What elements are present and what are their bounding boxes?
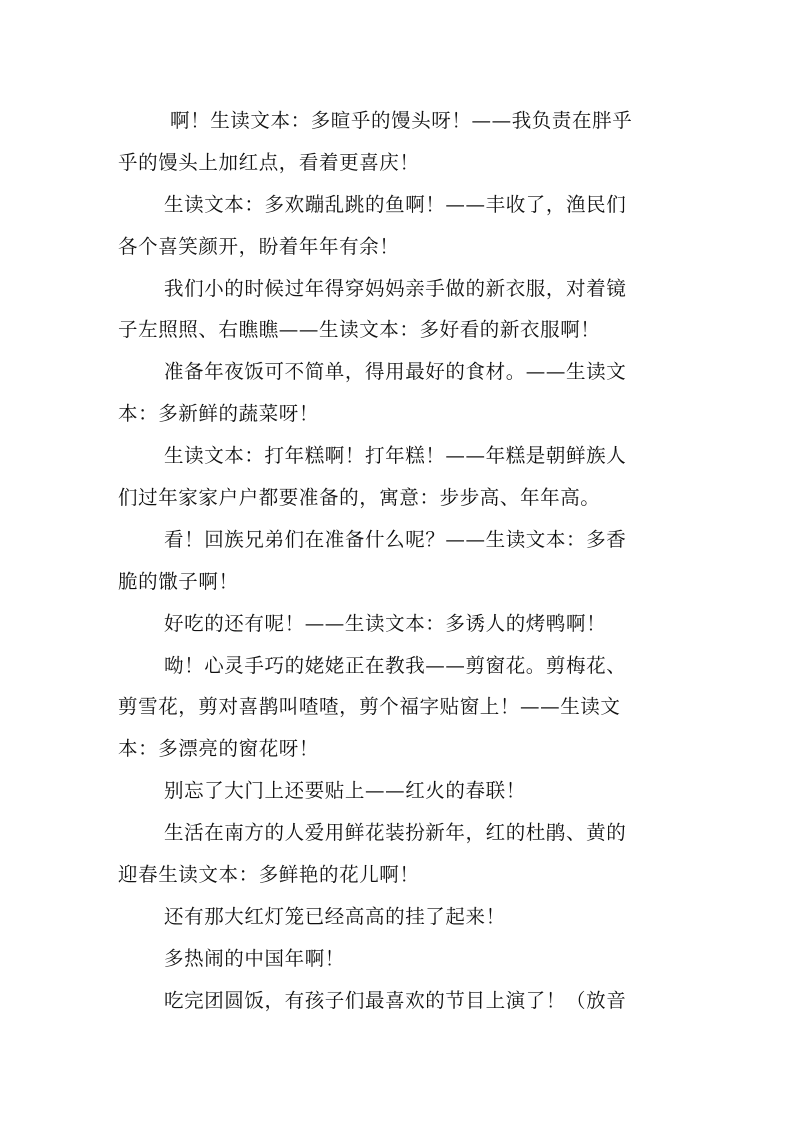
text-line: 好吃的还有呢！——生读文本：多诱人的烤鸭啊！ <box>164 611 607 635</box>
text-line: 啊！生读文本：多暄乎的馒头呀！——我负责在胖乎 <box>170 109 633 132</box>
text-line: 生读文本：打年糕啊！打年糕！——年糕是朝鲜族人 <box>164 444 627 468</box>
text-line: 子左照照、右瞧瞧——生读文本：多好看的新衣服啊！ <box>118 318 601 342</box>
text-line: 乎的馒头上加红点，看着更喜庆！ <box>118 150 420 174</box>
text-line: 别忘了大门上还要贴上——红火的春联！ <box>164 779 526 803</box>
text-line: 本：多漂亮的窗花呀！ <box>118 737 320 761</box>
text-line: 迎春生读文本：多鲜艳的花儿啊！ <box>118 863 420 887</box>
document-body <box>118 100 660 1022</box>
text-line: 呦！心灵手巧的姥姥正在教我——剪窗花。剪梅花、 <box>164 653 627 677</box>
text-line: 生活在南方的人爱用鲜花装扮新年，红的杜鹃、黄的 <box>164 821 627 845</box>
text-line: 吃完团圆饭，有孩子们最喜欢的节目上演了！（放音 <box>164 988 627 1012</box>
text-line: 看！回族兄弟们在准备什么呢？——生读文本：多香 <box>164 527 627 551</box>
text-line: 本：多新鲜的蔬菜呀！ <box>118 402 320 426</box>
text-line: 剪雪花，剪对喜鹊叫喳喳，剪个福字贴窗上！——生读文 <box>118 695 621 719</box>
text-line: 准备年夜饭可不简单，得用最好的食材。——生读文 <box>164 360 627 384</box>
text-line: 们过年家家户户都要准备的，寓意：步步高、年年高。 <box>118 486 601 510</box>
text-line: 脆的馓子啊！ <box>118 569 239 593</box>
text-line: 各个喜笑颜开，盼着年年有余！ <box>118 234 400 258</box>
text-line: 多热闹的中国年啊！ <box>164 946 345 970</box>
text-line: 我们小的时候过年得穿妈妈亲手做的新衣服，对着镜 <box>164 276 627 300</box>
text-line: 还有那大红灯笼已经高高的挂了起来！ <box>164 904 506 928</box>
text-line: 生读文本：多欢蹦乱跳的鱼啊！——丰收了，渔民们 <box>164 192 627 216</box>
